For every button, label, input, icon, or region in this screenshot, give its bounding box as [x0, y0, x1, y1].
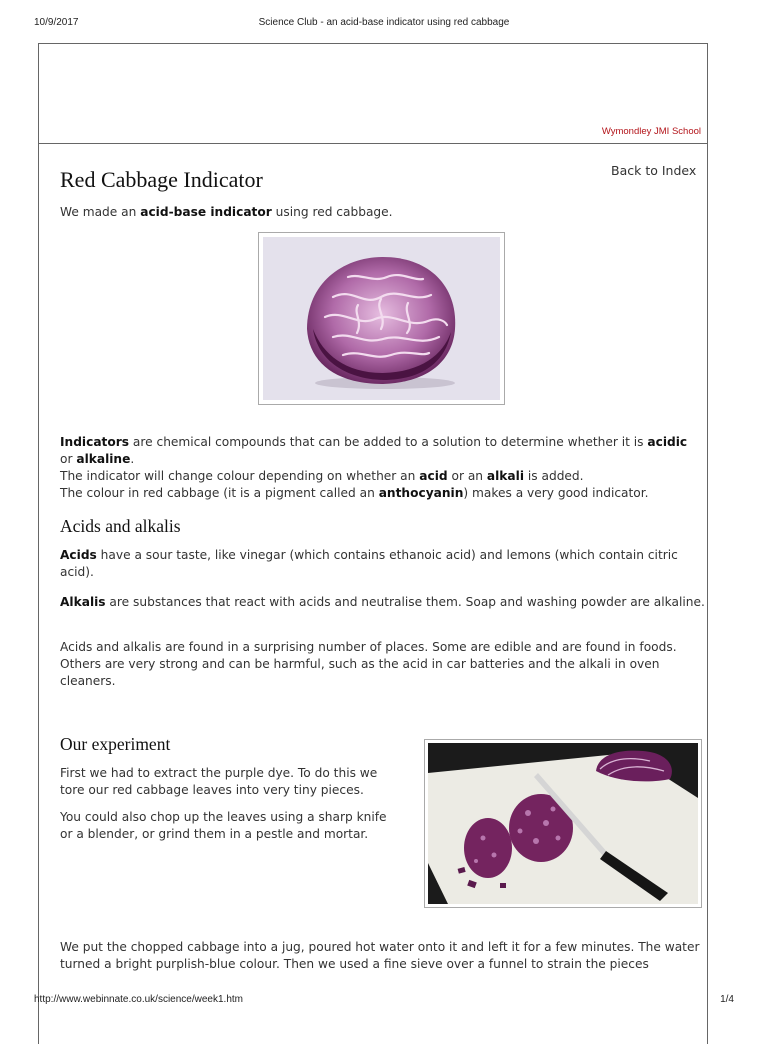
experiment-paragraph-2: You could also chop up the leaves using a sharp knife or a blender, or grind them in a pestle and mortar.: [60, 810, 387, 841]
banner: [39, 44, 707, 144]
found-paragraph: Acids and alkalis are found in a surprising number of places. Some are edible and are found in foods. Others are very strong and can be harmful, such as the acid in car batteries and the alkali in oven cleaners.: [60, 640, 677, 688]
intro-paragraph: We made an acid-base indicator using red cabbage.: [60, 205, 393, 219]
print-page-number: 1/4: [720, 994, 734, 1005]
experiment-heading: Our experiment: [60, 734, 171, 754]
alkalis-paragraph: Alkalis are substances that react with acids and neutralise them. Soap and washing powder are alkaline.: [60, 595, 705, 609]
page-title: Red Cabbage Indicator: [60, 167, 263, 192]
print-url: http://www.webinnate.co.uk/science/week1.htm: [34, 994, 243, 1005]
acids-paragraph: Acids have a sour taste, like vinegar (which contains ethanoic acid) and lemons (which contain citric acid).: [60, 548, 678, 579]
print-date: 10/9/2017: [34, 17, 79, 28]
school-name: Wymondley JMI School: [601, 126, 701, 137]
indicators-paragraph: Indicators are chemical compounds that can be added to a solution to determine whether it is acidic or alkaline. The indicator will change colour depending on whether an acid or an alkali is added. The colour in red cabbage (it is a pigment called an anthocyanin) makes a very good indicator.: [60, 435, 688, 500]
chopped-cabbage-photo: [424, 739, 702, 908]
print-title: Science Club - an acid-base indicator using red cabbage: [258, 17, 510, 28]
red-cabbage-photo: [258, 232, 505, 405]
back-to-index-link[interactable]: Back to Index: [611, 163, 697, 178]
experiment-paragraph-3: We put the chopped cabbage into a jug, poured hot water onto it and left it for a few minutes. The water turned a bright purplish-blue colour. Then we used a fine sieve over a funnel to strain the pieces: [60, 940, 700, 971]
acids-alkalis-heading: Acids and alkalis: [60, 516, 181, 536]
experiment-paragraph-1: First we had to extract the purple dye. To do this we tore our red cabbage leaves into very tiny pieces.: [60, 766, 378, 797]
